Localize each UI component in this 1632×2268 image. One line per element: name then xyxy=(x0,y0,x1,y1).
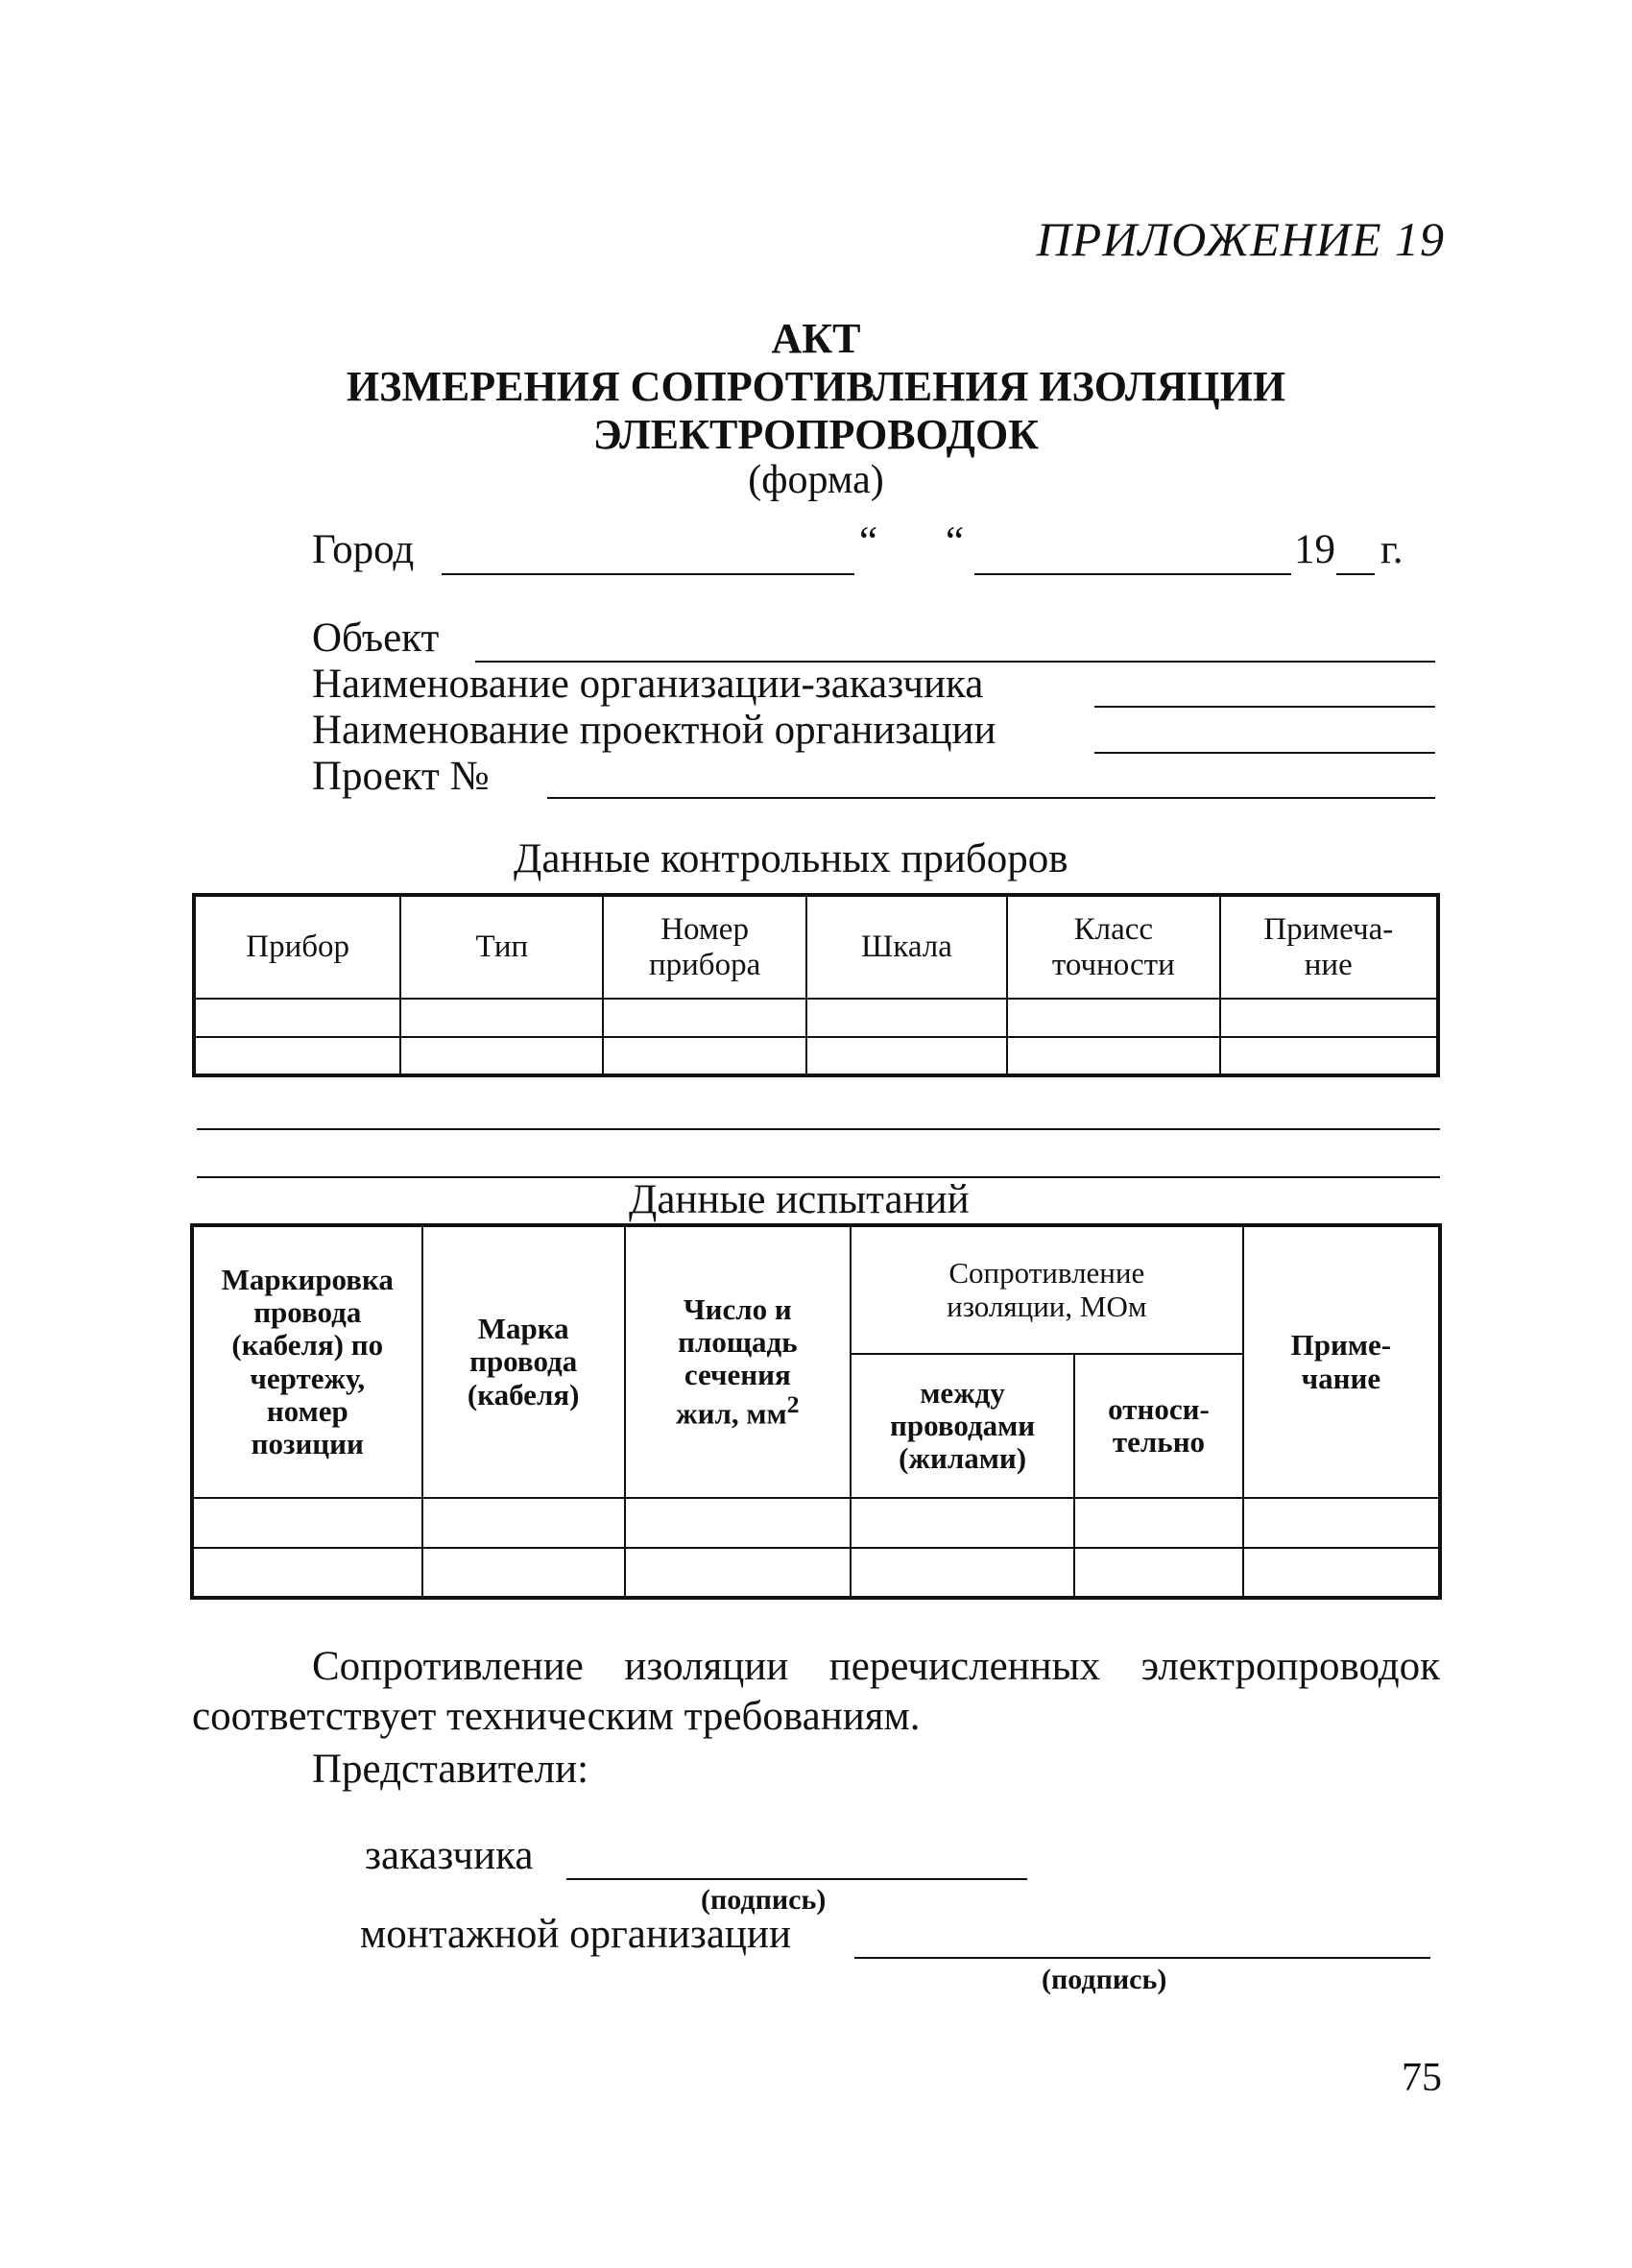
representatives-label: Представители: xyxy=(312,1747,589,1792)
table-cell[interactable] xyxy=(603,1037,805,1075)
table-cell[interactable] xyxy=(400,1037,603,1075)
table-cell[interactable] xyxy=(1243,1498,1440,1548)
table-cell[interactable] xyxy=(1074,1498,1242,1548)
tests-caption: Данные испытаний xyxy=(629,1177,970,1222)
act-title-line2: ИЗМЕРЕНИЯ СОПРОТИВЛЕНИЯ ИЗОЛЯЦИИ xyxy=(346,363,1286,410)
installer-signature-label: монтажной организации xyxy=(360,1912,791,1957)
table-cell[interactable] xyxy=(1220,999,1438,1037)
customer-org-label: Наименование организации-заказчика xyxy=(312,662,984,707)
header-note: Примеча- ние xyxy=(1220,895,1438,999)
table-cell[interactable] xyxy=(1220,1037,1438,1075)
table-cell[interactable] xyxy=(806,999,1007,1037)
installer-signature-caption: (подпись) xyxy=(1042,1964,1167,1995)
city-field[interactable] xyxy=(442,573,854,575)
table-cell[interactable] xyxy=(1243,1548,1440,1598)
header-between-wires: между проводами (жилами) xyxy=(851,1354,1074,1498)
table-row xyxy=(194,999,1438,1037)
table-cell[interactable] xyxy=(422,1548,625,1598)
form-subtitle: (форма) xyxy=(748,458,884,502)
header-scale: Шкала xyxy=(806,895,1007,999)
tests-table xyxy=(190,1223,1442,1600)
table-cell[interactable] xyxy=(625,1548,851,1598)
year-prefix: 19 xyxy=(1294,527,1335,572)
page-number: 75 xyxy=(1402,2056,1442,2100)
act-title: АКТ xyxy=(771,315,861,362)
header-resistance: Сопротивление изоляции, МОм xyxy=(851,1225,1243,1354)
table-cell[interactable] xyxy=(851,1498,1074,1548)
table-cell[interactable] xyxy=(1074,1548,1242,1598)
year-suffix: г. xyxy=(1380,527,1404,572)
design-org-field[interactable] xyxy=(1094,752,1435,754)
customer-signature-caption: (подпись) xyxy=(701,1884,827,1916)
table-cell[interactable] xyxy=(192,1498,422,1548)
customer-signature-field[interactable] xyxy=(566,1878,1027,1880)
header-marking: Маркировка провода (кабеля) по чертежу, номер позиции xyxy=(192,1225,422,1498)
table-cell[interactable] xyxy=(194,999,400,1037)
project-field[interactable] xyxy=(547,797,1435,799)
table-cell[interactable] xyxy=(603,999,805,1037)
table-cell[interactable] xyxy=(806,1037,1007,1075)
conclusion-text: Сопротивление изоляции перечисленных электропроводок соответствует техническим требованиям. xyxy=(192,1644,1440,1739)
header-type: Тип xyxy=(400,895,603,999)
table-row xyxy=(192,1498,1440,1548)
table-cell[interactable] xyxy=(625,1498,851,1548)
header-test-note: Приме- чание xyxy=(1243,1225,1440,1498)
city-label: Город xyxy=(312,527,415,572)
header-section: Число и площадь сечения жил, $мм^2$ xyxy=(625,1225,851,1498)
table-row xyxy=(194,1037,1438,1075)
header-relative: относи- тельно xyxy=(1074,1354,1242,1498)
tests-header-row xyxy=(192,1225,1440,1354)
instruments-table xyxy=(192,893,1440,1077)
table-cell[interactable] xyxy=(422,1498,625,1548)
header-instrument: Прибор xyxy=(194,895,400,999)
design-org-label: Наименование проектной организации xyxy=(312,708,996,753)
table-cell[interactable] xyxy=(194,1037,400,1075)
table-cell[interactable] xyxy=(1007,999,1219,1037)
table-cell[interactable] xyxy=(851,1548,1074,1598)
quote-close: “ xyxy=(946,519,965,565)
installer-signature-field[interactable] xyxy=(854,1957,1430,1959)
instruments-header-row xyxy=(194,895,1438,999)
table-cell[interactable] xyxy=(1007,1037,1219,1075)
customer-signature-label: заказчика xyxy=(365,1833,534,1878)
customer-org-field[interactable] xyxy=(1094,706,1435,708)
header-number: Номер прибора xyxy=(603,895,805,999)
appendix-label: ПРИЛОЖЕНИЕ 19 xyxy=(1036,212,1445,266)
project-label: Проект № xyxy=(312,754,490,799)
object-label: Объект xyxy=(312,615,440,661)
year-field[interactable] xyxy=(1336,573,1375,575)
table-cell[interactable] xyxy=(400,999,603,1037)
table-row xyxy=(192,1548,1440,1598)
act-title-line3: ЭЛЕКТРОПРОВОДОК xyxy=(592,411,1040,458)
quote-open: “ xyxy=(859,519,878,565)
table-cell[interactable] xyxy=(192,1548,422,1598)
instruments-caption: Данные контрольных приборов xyxy=(514,836,1068,881)
header-accuracy: Класс точности xyxy=(1007,895,1219,999)
note-line-1[interactable] xyxy=(197,1128,1440,1130)
date-field[interactable] xyxy=(974,573,1291,575)
header-brand: Марка провода (кабеля) xyxy=(422,1225,625,1498)
